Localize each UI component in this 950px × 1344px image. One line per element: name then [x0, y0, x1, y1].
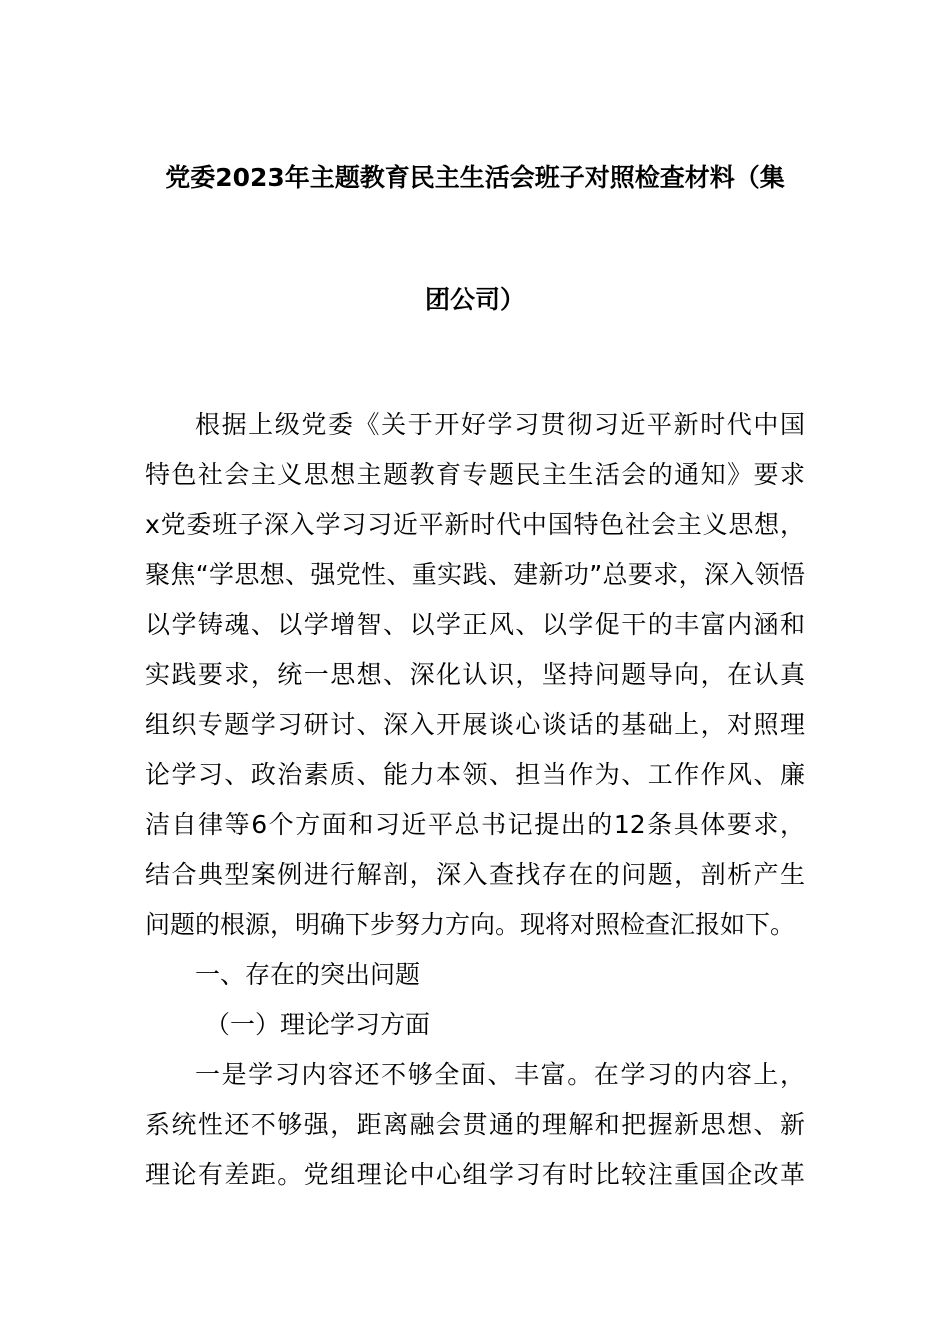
paragraph-line: x党委班子深入学习习近平新时代中国特色社会主义思想， — [145, 510, 805, 539]
paragraph-line: 系统性还不够强，距离融会贯通的理解和把握新思想、新 — [145, 1110, 805, 1139]
paragraph-line: 一是学习内容还不够全面、丰富。在学习的内容上， — [195, 1060, 805, 1089]
paragraph-line: 特色社会主义思想主题教育专题民主生活会的通知》要求 — [145, 460, 805, 489]
document-title-line-2: 团公司） — [424, 285, 525, 314]
theory-study-paragraph — [145, 1050, 805, 1200]
paragraph-line: 问题的根源，明确下步努力方向。现将对照检查汇报如下。 — [145, 910, 796, 939]
paragraph-line: 以学铸魂、以学增智、以学正风、以学促干的丰富内涵和 — [145, 610, 805, 639]
paragraph-line: 根据上级党委《关于开好学习贯彻习近平新时代中国 — [195, 410, 805, 439]
paragraph-line: 结合典型案例进行解剖，深入查找存在的问题，剖析产生 — [145, 860, 805, 889]
paragraph-line: 组织专题学习研讨、深入开展谈心谈话的基础上，对照理 — [145, 710, 805, 739]
paragraph-line: 理论有差距。党组理论中心组学习有时比较注重国企改革 — [145, 1160, 805, 1189]
document-body — [145, 400, 805, 1200]
paragraph-line: 论学习、政治素质、能力本领、担当作为、工作作风、廉 — [145, 760, 805, 789]
document-title-line-1: 党委2023年主题教育民主生活会班子对照检查材料（集 — [165, 163, 785, 192]
section-heading: 一、存在的突出问题 — [195, 960, 421, 989]
paragraph-line: 实践要求，统一思想、深化认识，坚持问题导向，在认真 — [145, 660, 805, 689]
paragraph-line: 洁自律等6个方面和习近平总书记提出的12条具体要求， — [145, 810, 805, 839]
paragraph-line: 聚焦“学思想、强党性、重实践、建新功”总要求，深入领悟 — [145, 560, 805, 589]
subsection-heading: （一）理论学习方面 — [205, 1010, 431, 1039]
intro-paragraph — [145, 400, 805, 950]
